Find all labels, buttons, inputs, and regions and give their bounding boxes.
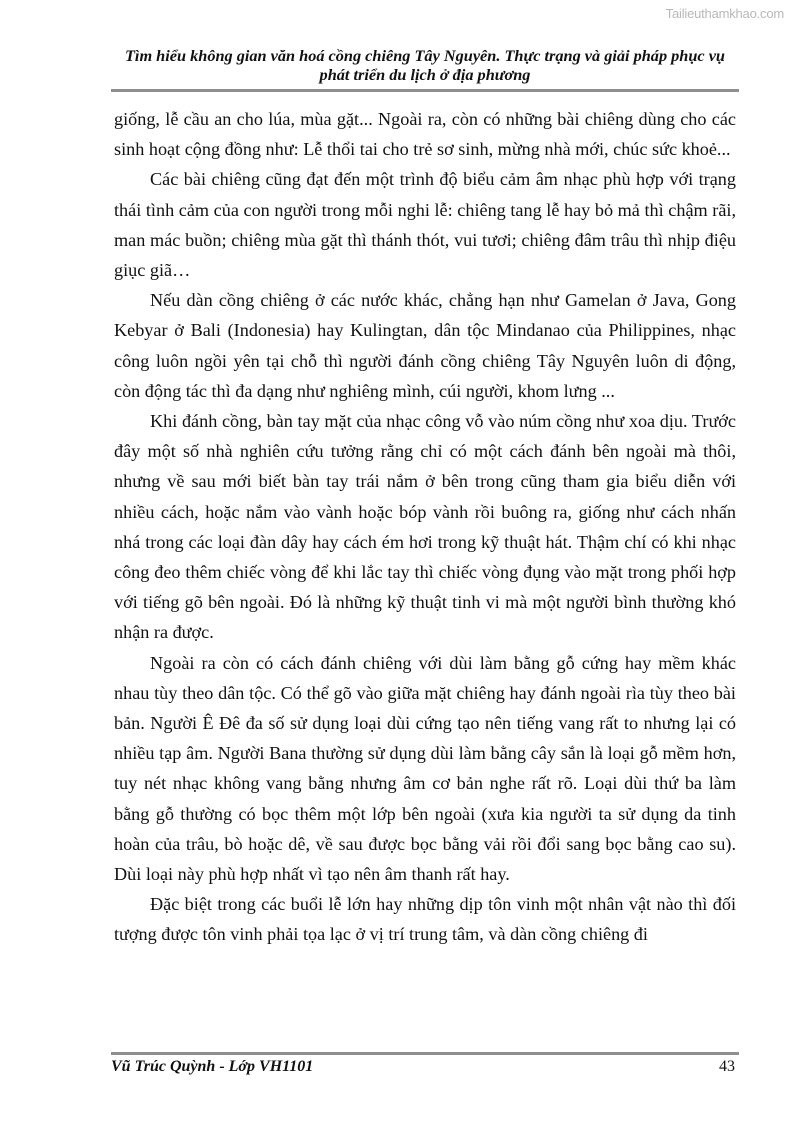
paragraph-4: Khi đánh cồng, bàn tay mặt của nhạc công vỗ vào núm cồng như xoa dịu. Trước đây một số nhà nghiên cứu tưởng rằng chỉ có một cách đánh bên ngoài mà thôi, nhưng về sau mới biết bàn tay trái nắm ở bên trong cũng tham gia biểu diễn với nhiều cách, hoặc nắm vào vành hoặc bóp vành rồi buông ra, giống như cách nhấn nhá trong các loại đàn dây hay cách ém hơi trong kỹ thuật hát. Thậm chí có khi nhạc công đeo thêm chiếc vòng để khi lắc tay thì chiếc vòng đụng vào mặt trong phối hợp với tiếng gõ bên ngoài. Đó là những kỹ thuật tinh vi mà một người bình thường khó nhận ra được. <box>114 411 736 643</box>
page-footer <box>111 1058 739 1076</box>
footer-author: Vũ Trúc Quỳnh - Lớp VH1101 <box>111 1058 314 1075</box>
page-header <box>111 46 739 84</box>
header-divider <box>111 89 739 92</box>
paragraph-1: giống, lễ cầu an cho lúa, mùa gặt... Ngoài ra, còn có những bài chiêng dùng cho các sinh hoạt cộng đồng như: Lễ thổi tai cho trẻ sơ sinh, mừng nhà mới, chúc sức khoẻ... <box>114 109 736 160</box>
body-text <box>114 104 736 950</box>
paragraph-5: Ngoài ra còn có cách đánh chiêng với dùi làm bằng gỗ cứng hay mềm khác nhau tùy theo dân tộc. Có thể gõ vào giữa mặt chiêng hay đánh ngoài rìa tùy theo bài bản. Người Ê Đê đa số sử dụng loại dùi cứng tạo nên tiếng vang rất to nhưng lại có nhiều tạp âm. Người Bana thường sử dụng dùi làm bằng cây sắn là loại gỗ mềm hơn, tuy nét nhạc không vang bằng nhưng âm cơ bản nghe rất rõ. Loại dùi thứ ba làm bằng gỗ thường có bọc thêm một lớp bên ngoài (xưa kia người ta sử dụng da tinh hoàn của trâu, bò hoặc dê, về sau được bọc bằng vải rồi đổi sang bọc bằng cao su). Dùi loại này phù hợp nhất vì tạo nên âm thanh rất hay. <box>114 652 736 885</box>
paragraph-3: Nếu dàn cồng chiêng ở các nước khác, chẳng hạn như Gamelan ở Java, Gong Kebyar ở Bali (Indonesia) hay Kulingtan, dân tộc Mindanao của Philippines, nhạc công luôn ngồi yên tại chỗ thì người đánh cồng chiêng Tây Nguyên luôn di động, còn động tác thì đa dạng như nghiêng mình, cúi người, khom lưng ... <box>114 290 736 401</box>
header-title-line-1: Tìm hiểu không gian văn hoá cồng chiêng Tây Nguyên. Thực trạng và giải pháp phục vụ <box>124 46 725 65</box>
paragraph-6: Đặc biệt trong các buổi lễ lớn hay những dịp tôn vinh một nhân vật nào thì đối tượng được tôn vinh phải tọa lạc ở vị trí trung tâm, và dàn cồng chiêng đi <box>114 894 736 945</box>
page-number: 43 <box>719 1058 735 1075</box>
paragraph-2: Các bài chiêng cũng đạt đến một trình độ biểu cảm âm nhạc phù hợp với trạng thái tình cảm của con người trong mỗi nghi lễ: chiêng tang lễ hay bỏ mả thì chậm rãi, man mác buồn; chiêng mùa gặt thì thánh thót, vui tươi; chiêng đâm trâu thì nhịp điệu giục giã… <box>114 169 736 281</box>
footer-divider <box>111 1052 739 1055</box>
watermark: Tailieuthamkhao.com <box>665 6 784 21</box>
header-title-line-2: phát triển du lịch ở địa phương <box>319 65 531 84</box>
